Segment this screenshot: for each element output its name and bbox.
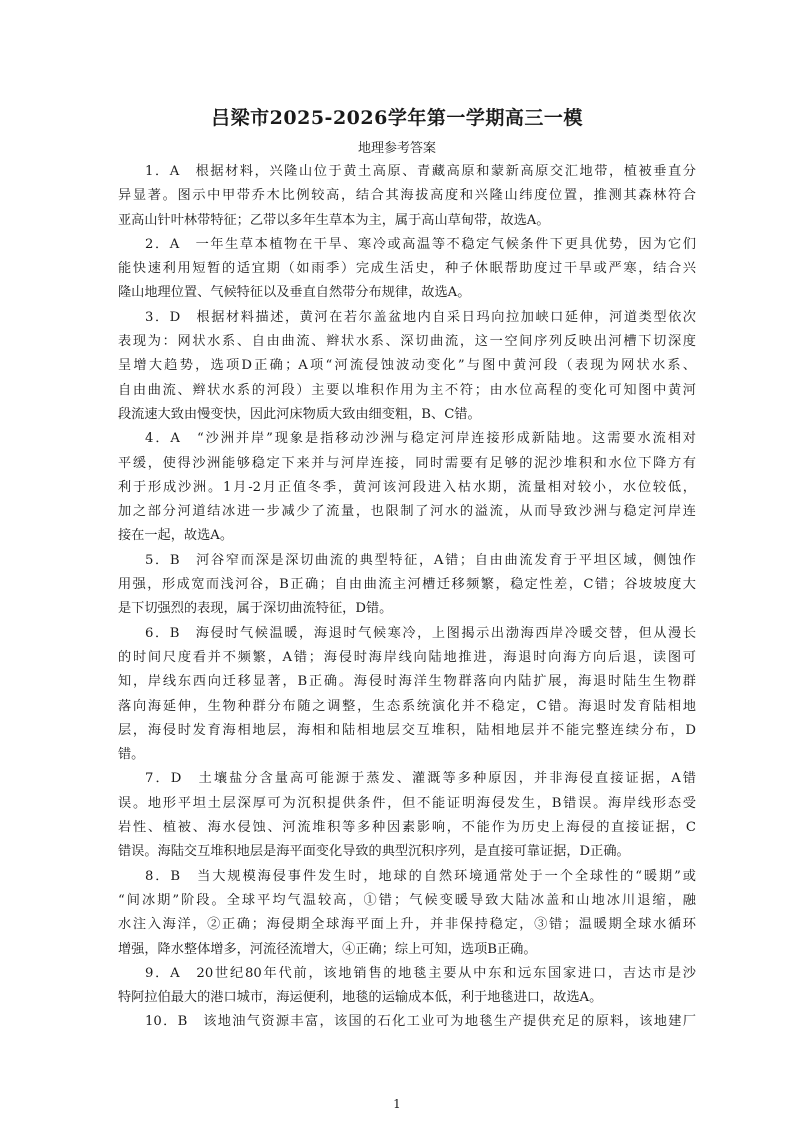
answer-list bbox=[118, 160, 696, 1035]
answer-line: 5．B 河谷窄而深是深切曲流的典型特征，A错；自由曲流发育于平坦区域，侧蚀作 bbox=[145, 552, 696, 568]
answer-paragraph bbox=[118, 233, 696, 306]
answer-line: 的时间尺度看并不频繁，A错；海侵时海岸线向陆地推进，海退时向海方向后退，读图可 bbox=[118, 649, 696, 665]
answer-line: 增强，降水整体增多，河流径流增大，④正确；综上可知，选项B正确。 bbox=[118, 941, 537, 957]
answer-line: 落向海延伸，生物种群分布随之调整，生态系统演化并不稳定，C错。海退时发育陆相地 bbox=[118, 698, 696, 714]
document-title: 吕梁市2025-2026学年第一学期高三一模 bbox=[211, 107, 583, 129]
answer-paragraph bbox=[118, 962, 696, 1011]
document-subtitle: 地理参考答案 bbox=[357, 141, 436, 156]
answer-line: 表现为：网状水系、自由曲流、辫状水系、深切曲流，这一空间序列反映出河槽下切深度 bbox=[118, 334, 696, 350]
answer-line: 岩性、植被、海水侵蚀、河流堆积等多种因素影响，不能作为历史上海侵的直接证据，C bbox=[118, 820, 696, 836]
answer-line: 加之部分河道结冰进一步减少了流量，也限制了河水的溢流，从而导致沙洲与稳定河岸连 bbox=[118, 504, 696, 520]
answer-line: “间冰期”阶段。全球平均气温较高，①错；气候变暖导致大陆冰盖和山地冰川退缩，融 bbox=[118, 892, 696, 908]
answer-line: 4．A “沙洲并岸”现象是指移动沙洲与稳定河岸连接形成新陆地。这需要水流相对 bbox=[145, 431, 696, 447]
answer-line: 错误。海陆交互堆积地层是海平面变化导致的典型沉积序列，是直接可靠证据，D正确。 bbox=[118, 844, 630, 860]
answer-line: 段流速大致由慢变快，因此河床物质大致由细变粗，B、C错。 bbox=[118, 406, 481, 422]
answer-paragraph bbox=[118, 549, 696, 622]
answer-paragraph bbox=[118, 427, 696, 548]
answer-paragraph bbox=[118, 160, 696, 233]
answer-paragraph bbox=[118, 865, 696, 962]
answer-paragraph bbox=[118, 622, 696, 768]
answer-line: 自由曲流、辫状水系的河段）主要以堆积作用为主不符；由水位高程的变化可知图中黄河 bbox=[118, 382, 696, 398]
answer-line: 1．A 根据材料，兴隆山位于黄土高原、青藏高原和蒙新高原交汇地带，植被垂直分 bbox=[145, 164, 696, 179]
answer-line: 利于形成沙洲。1月-2月正值冬季，黄河该河段进入枯水期，流量相对较小，水位较低， bbox=[118, 479, 696, 495]
answer-line: 3．D 根据材料描述，黄河在若尔盖盆地内自采日玛向拉加峡口延伸，河道类型依次 bbox=[145, 309, 696, 325]
answer-line: 层，海侵时发育海相地层，海相和陆相地层交互堆积，陆相地层并不能完整连续分布，D bbox=[118, 722, 696, 738]
answer-line: 误。地形平坦土层深厚可为沉积提供条件，但不能证明海侵发生，B错误。海岸线形态受 bbox=[118, 795, 696, 811]
answer-paragraph bbox=[118, 306, 696, 427]
answer-line: 8．B 当大规模海侵事件发生时，地球的自然环境通常处于一个全球性的“暖期”或 bbox=[145, 868, 696, 884]
answer-line: 9．A 20世纪80年代前，该地销售的地毯主要从中东和远东国家进口，吉达市是沙 bbox=[145, 965, 696, 981]
answer-line: 能快速利用短暂的适宜期（如雨季）完成生活史，种子休眠帮助度过干旱或严寒，结合兴 bbox=[118, 261, 696, 277]
answer-line: 接在一起，故选A。 bbox=[118, 528, 234, 544]
answer-line: 7．D 土壤盐分含量高可能源于蒸发、灌溉等多种原因，并非海侵直接证据，A错 bbox=[145, 771, 696, 787]
answer-line: 平缓，使得沙洲能够稳定下来并与河岸连接，同时需要有足够的泥沙堆积和水位下降方有 bbox=[118, 455, 696, 471]
answer-line: 隆山地理位置、气候特征以及垂直自然带分布规律，故选A。 bbox=[118, 285, 471, 301]
answer-line: 错。 bbox=[118, 747, 145, 763]
answer-line: 是下切强烈的表现，属于深切曲流特征，D错。 bbox=[118, 601, 393, 617]
answer-line: 10．B 该地油气资源丰富，该国的石化工业可为地毯生产提供充足的原料，该地建厂 bbox=[145, 1014, 696, 1030]
answer-line: 呈增大趋势，选项D正确；A项“河流侵蚀波动变化”与图中黄河段（表现为网状水系、 bbox=[118, 358, 696, 374]
answer-line: 水注入海洋，②正确；海侵期全球海平面上升，并非保持稳定，③错；温暖期全球水循环 bbox=[118, 917, 696, 933]
answer-paragraph bbox=[118, 1010, 696, 1034]
answer-line: 异显著。图示中甲带乔木比例较高，结合其海拔高度和兴隆山纬度位置，推测其森林符合 bbox=[118, 188, 696, 204]
answer-line: 亚高山针叶林带特征；乙带以多年生草本为主，属于高山草甸带，故选A。 bbox=[118, 212, 550, 228]
answer-paragraph bbox=[118, 767, 696, 864]
answer-line: 6．B 海侵时气候温暖，海退时气候寒冷，上图揭示出渤海西岸冷暖交替，但从漫长 bbox=[145, 625, 696, 641]
answer-line: 特阿拉伯最大的港口城市，海运便利，地毯的运输成本低，利于地毯进口，故选A。 bbox=[118, 990, 603, 1006]
answer-line: 用强，形成宽而浅河谷，B正确；自由曲流主河槽迁移频繁，稳定性差，C错；谷坡坡度大 bbox=[118, 577, 696, 593]
answer-line: 知，岸线东西向迁移显著，B正确。海侵时海洋生物群落向内陆扩展，海退时陆生生物群 bbox=[118, 674, 696, 690]
page-number: 1 bbox=[393, 1097, 401, 1111]
answer-line: 2．A 一年生草本植物在干旱、寒冷或高温等不稳定气候条件下更具优势，因为它们 bbox=[145, 236, 696, 252]
